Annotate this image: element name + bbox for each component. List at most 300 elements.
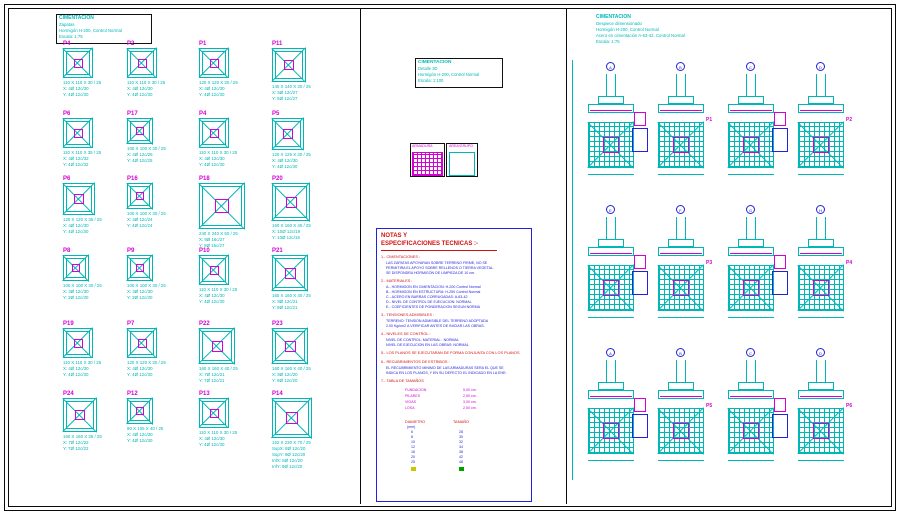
footing-y-text: Y: 3Ø 12c/30: [127, 295, 153, 300]
footing-block[interactable]: [63, 391, 102, 464]
plan-dimension-line: [728, 460, 774, 461]
footing-y-text: Y: 4Ø 12c/30: [127, 92, 153, 97]
plan-pedestal: [743, 280, 759, 296]
footing-x-text: X: 3Ø 12c/30: [127, 289, 153, 294]
footing-y-text: Y: 4Ø 12c/30: [199, 299, 225, 304]
notes-line: INDICA EN LOS PLANOS, Y EN SU DEFECTO EL INDICADO EN LA EHE:: [386, 371, 507, 375]
plan-dimension-line: [728, 174, 774, 175]
bottom-rebar-line: [730, 396, 772, 397]
left-legend-line-2: Escala: 1:75: [59, 34, 83, 39]
footing-tag: P13: [199, 391, 210, 397]
footing-y-text: Y: 4Ø 12c/30: [199, 442, 225, 447]
footing-size-text: 160 X 160 X 40 / 25: [272, 366, 311, 371]
footing-detail-unit[interactable]: [790, 348, 856, 483]
footing-inner-ring: [202, 121, 226, 145]
size-table-size: 28: [459, 430, 463, 434]
left-legend-line-0: Zapatas: [59, 22, 75, 27]
grid-mark-circle: D: [816, 62, 825, 71]
footing-x-text: X: 8Ø 12c/21: [272, 299, 298, 304]
rebar-section-symbol: [632, 128, 648, 152]
notes-line: B.- HORMIGON EN ESTRUCTURA: H-250 Control Normal: [386, 290, 481, 294]
footing-tag: P20: [272, 176, 283, 182]
detail-tag: P1: [706, 117, 713, 123]
notes-line: PERMITIRA EL APOYO SOBRE RELLENOS O TIERRA VEGETAL.: [386, 266, 494, 270]
footing-block[interactable]: [199, 111, 238, 180]
grid-mark-circle: C: [746, 348, 755, 357]
footing-block[interactable]: [63, 321, 102, 390]
footing-x-text: X: 7Ø 12c/22: [63, 440, 89, 445]
column-stem: [746, 360, 756, 382]
footing-inner-ring: [66, 121, 90, 145]
footing-block[interactable]: [127, 321, 166, 390]
footing-inner-ring: [66, 51, 90, 75]
notes-line: 2.00 Kg/cm2 A VERIFICAR ANTES DE INICIAR LAS OBRAS.: [386, 324, 485, 328]
footing-y-text: Y: 4Ø 12c/30: [63, 372, 89, 377]
footing-inner-ring: [275, 331, 305, 361]
notes-line: NIVEL DE EJECUCION EN LAS OBRAS: NORMAL: [386, 343, 469, 347]
plan-dimension-line: [588, 460, 634, 461]
stirrup-symbol: [774, 112, 786, 126]
footing-elevation: [658, 390, 704, 399]
footing-x-text: X: 4Ø 12c/25: [127, 152, 153, 157]
footing-size-text: 240 X 240 X 50 / 25: [199, 231, 238, 236]
rebar-section-symbol: [632, 414, 648, 438]
column-stem: [816, 217, 826, 239]
plan-pedestal: [603, 280, 619, 296]
bottom-rebar-line: [660, 253, 702, 254]
footing-inner-ring: [202, 186, 242, 226]
pedestal-elevation: [668, 382, 694, 390]
plan-pedestal: [603, 137, 619, 153]
stirrup-symbol: [634, 398, 646, 412]
pedestal-elevation: [598, 96, 624, 104]
stirrup-symbol: [634, 112, 646, 126]
footing-elevation: [658, 247, 704, 256]
pedestal-elevation: [738, 382, 764, 390]
footing-x-text: X: 10Ø 12c/19: [272, 229, 301, 234]
stirrup-symbol: [774, 255, 786, 269]
footing-tag: P9: [127, 248, 135, 254]
footing-inner-ring: [130, 51, 154, 75]
footing-x-text: X: 4Ø 12c/32: [63, 156, 89, 161]
bottom-rebar-line: [800, 253, 842, 254]
bottom-rebar-line: [800, 110, 842, 111]
column-stem: [676, 360, 686, 382]
footing-block[interactable]: [199, 41, 238, 110]
footing-y-text: Y: 4Ø 12c/32: [63, 162, 89, 167]
footing-elevation: [588, 247, 634, 256]
footing-block[interactable]: [127, 41, 166, 110]
footing-tag: P5: [272, 111, 280, 117]
footing-tag: P24: [63, 391, 74, 397]
footing-block[interactable]: [199, 391, 238, 460]
footing-tag: P4: [63, 41, 71, 47]
plan-dimension-line: [658, 174, 704, 175]
bottom-rebar-line: [800, 396, 842, 397]
column-stem: [676, 217, 686, 239]
detail-tag: P3: [706, 260, 713, 266]
size-table-size: 30: [459, 435, 463, 439]
footing-size-text: 100 X 100 X 30 / 25: [127, 211, 166, 216]
notes-section-heading: 1.- CIMENTACIONES :: [381, 255, 420, 259]
footing-x-text: X: 4Ø 12c/30: [127, 86, 153, 91]
plan-pedestal: [813, 423, 829, 439]
right-vertical-dimension: [572, 60, 573, 480]
footing-tag: P23: [272, 321, 283, 327]
footing-block[interactable]: [272, 321, 312, 396]
column-stem: [676, 74, 686, 96]
footing-block[interactable]: [63, 111, 102, 180]
pedestal-elevation: [598, 382, 624, 390]
footing-size-text: 110 X 110 X 30 / 25: [199, 287, 238, 292]
footing-elevation: [728, 104, 774, 113]
column-stem: [606, 217, 616, 239]
footing-size-text: 160 X 160 X 35 / 25: [63, 434, 102, 439]
footing-block[interactable]: [199, 248, 238, 317]
footing-tag: P22: [199, 321, 210, 327]
recub-key: VIGAS: [405, 400, 416, 404]
footing-size-text: 100 X 100 X 30 / 25: [63, 283, 102, 288]
pedestal-elevation: [738, 96, 764, 104]
notes-title-underline: [381, 250, 497, 251]
recub-value: 5,00 cm.: [463, 388, 477, 392]
right-legend-line-2: Acero en cimentación A-63-42, Control Normal: [596, 33, 685, 38]
footing-y-text: Y: 4Ø 12c/25: [127, 158, 153, 163]
footing-tag: P11: [272, 41, 283, 47]
notes-section-heading: 2.- MATERIALES :: [381, 279, 413, 283]
footing-elevation: [798, 390, 844, 399]
footing-inner-ring: [130, 186, 150, 206]
footing-detail-unit[interactable]: [790, 62, 856, 197]
size-table-diameter: 6: [411, 430, 413, 434]
size-table-diameter: 20: [411, 455, 415, 459]
footing-block[interactable]: [272, 111, 311, 182]
pedestal-elevation: [598, 239, 624, 247]
stirrup-symbol: [774, 398, 786, 412]
grid-mark-circle: D: [816, 348, 825, 357]
footing-size-text: 160 X 160 X 40 / 25: [199, 366, 238, 371]
footing-tag: P16: [127, 176, 138, 182]
column-stem: [816, 74, 826, 96]
footing-y-text: Y: 4Ø 12c/30: [272, 164, 298, 169]
footing-inner-ring: [202, 401, 226, 425]
footing-tag: P8: [63, 248, 71, 254]
footing-block[interactable]: [127, 176, 166, 241]
footing-inner-ring: [130, 258, 150, 278]
footing-y-text: Y: 8Ø 12c/21: [272, 305, 298, 310]
column-stem: [746, 217, 756, 239]
footing-detail-unit[interactable]: [790, 205, 856, 340]
footing-inner-ring: [275, 258, 305, 288]
footing-detail-unit[interactable]: [650, 62, 716, 197]
right-legend-line-1: Hormigón H-200, Control Normal: [596, 27, 659, 32]
notes-section-heading: 4.- NIVELES DE CONTROL :: [381, 332, 431, 336]
left-legend-line-1: Hormigón H-200, Control Normal: [59, 28, 122, 33]
size-table-size: 42: [459, 455, 463, 459]
rebar-section-symbol: [772, 414, 788, 438]
footing-x-text: X: 4Ø 12c/30: [127, 432, 153, 437]
column-stem: [746, 74, 756, 96]
footing-tag: P12: [127, 391, 138, 397]
notes-title-1: NOTAS Y: [381, 233, 408, 239]
pedestal-elevation: [738, 239, 764, 247]
stirrup-symbol: [634, 255, 646, 269]
footing-x-text: X: 4Ø 12c/30: [199, 86, 225, 91]
notes-line: A.- HORMIGON EN CIMENTACION: H-200 Control Normal: [386, 285, 481, 289]
footing-tag: P21: [272, 248, 283, 254]
plan-dimension-line: [798, 460, 844, 461]
armadura-label: ARMADURA: [412, 144, 433, 148]
legend-swatch-yellow: [411, 467, 416, 471]
footing-x-text: X: 8Ø 12c/20: [272, 372, 298, 377]
notes-line: NIVEL DE CONTROL: MATERIAL - NORMAL: [386, 338, 459, 342]
plan-dimension-line: [798, 317, 844, 318]
footing-size-text: 100 X 100 X 30 / 25: [127, 283, 166, 288]
footing-block[interactable]: [272, 41, 311, 114]
center-legend-line-2: Escala: 1:100: [418, 78, 444, 83]
pedestal-elevation: [808, 382, 834, 390]
footing-y-text: Y: 7Ø 12c/22: [63, 446, 89, 451]
plan-pedestal: [673, 137, 689, 153]
footing-tag: P4: [199, 111, 207, 117]
bottom-rebar-line: [730, 110, 772, 111]
footing-inner-ring: [275, 121, 301, 147]
grid-mark-circle: A: [606, 62, 615, 71]
bottom-rebar-line: [590, 110, 632, 111]
footing-y2-text: InfY: 9Ø 12c/20: [272, 464, 303, 469]
footing-block[interactable]: [63, 176, 102, 247]
right-legend-line-0: Despiece dimensionado: [596, 21, 642, 26]
footing-y-text: Y: 4Ø 12c/30: [127, 438, 153, 443]
footing-inner-ring: [130, 331, 154, 355]
footing-size-text: 110 X 110 X 30 / 25: [199, 150, 238, 155]
notes-line: D.- NIVEL DE CONTROL DE EJECUCION: NORMAL: [386, 300, 472, 304]
size-table-size: 34: [459, 445, 463, 449]
footing-tag: P6: [63, 176, 71, 182]
footing-x-text: X: 4Ø 12c/30: [127, 366, 153, 371]
plan-pedestal: [603, 423, 619, 439]
center-legend-line-0: Detalle 3D: [418, 66, 438, 71]
notes-line: C.- ACERO EN BARRAS CORRUGADAS: A-63-42: [386, 295, 468, 299]
footing-size-text: 110 X 110 X 30 / 25: [199, 430, 238, 435]
footing-size-text: 110 X 110 X 35 / 25: [63, 150, 102, 155]
technical-notes-panel: [376, 228, 532, 502]
center-legend-line-1: Hormigón H-200, Control Normal: [418, 72, 480, 77]
footing-tag: P7: [127, 321, 135, 327]
footing-inner-ring: [275, 51, 303, 79]
footing-elevation: [588, 104, 634, 113]
footing-inner-ring: [202, 258, 226, 282]
footing-y-text: Y: 3Ø 12c/30: [63, 295, 89, 300]
size-table-size: 32: [459, 440, 463, 444]
plan-pedestal: [743, 137, 759, 153]
pedestal-elevation: [808, 239, 834, 247]
footing-size-text: 100 X 100 X 30 / 25: [127, 146, 166, 151]
bottom-rebar-line: [590, 396, 632, 397]
footing-inner-ring: [202, 331, 232, 361]
footing-y-text: Y: 4Ø 12c/30: [63, 92, 89, 97]
size-table-header-1: TAMAÑO: [453, 420, 469, 424]
pedestal-elevation: [808, 96, 834, 104]
footing-inner-ring: [66, 186, 92, 212]
grid-mark-circle: B: [676, 62, 685, 71]
footing-y-text: SupY: 9Ø 12c/20: [272, 452, 306, 457]
size-table-size: 48: [459, 460, 463, 464]
footing-y-text: Y: 8Ø 12c/20: [272, 378, 298, 383]
footing-elevation: [658, 104, 704, 113]
right-legend-line-3: Escala: 1:75: [596, 39, 620, 44]
column-stem: [606, 74, 616, 96]
footing-x-text: X: 7Ø 12c/21: [199, 372, 225, 377]
footing-size-text: 120 X 120 X 35 / 25: [63, 217, 102, 222]
detail-tag: P2: [846, 117, 853, 123]
bottom-rebar-line: [590, 253, 632, 254]
footing-inner-ring: [202, 51, 226, 75]
footing-inner-ring: [66, 331, 90, 355]
grid-mark-circle: C: [746, 62, 755, 71]
footing-block[interactable]: [127, 248, 166, 313]
footing-inner-ring: [66, 401, 94, 429]
vertical-divider-left: [360, 9, 361, 504]
footing-inner-ring: [130, 121, 150, 141]
footing-size-text: 110 X 110 X 30 / 25: [63, 80, 102, 85]
footing-x-text: X: 4Ø 12c/30: [63, 86, 89, 91]
notes-line: TERRENO: TENSION ADMISIBLE DEL TERRENO ADOPTADA: [386, 319, 489, 323]
footing-block[interactable]: [272, 176, 314, 253]
footing-inner-ring: [275, 401, 309, 435]
footing-x-text: X: 4Ø 12c/30: [199, 436, 225, 441]
grid-mark-circle: F: [676, 205, 685, 214]
grid-mark-circle: G: [746, 205, 755, 214]
notes-section-heading: 5.- LOS PLANOS SE EJECUTARAN DE FORMA CONJUNTA CON LOS PLANOS: [381, 351, 520, 355]
bottom-rebar-line: [730, 253, 772, 254]
size-table-size: 38: [459, 450, 463, 454]
footing-y-text: Y: 5Ø 12c/27: [272, 96, 298, 101]
footing-tag: P10: [199, 248, 210, 254]
recub-key: PILARES: [405, 394, 421, 398]
footing-block[interactable]: [199, 321, 239, 396]
footing-block[interactable]: [63, 248, 102, 313]
footing-x2-text: InfX: 8Ø 12c/20: [272, 458, 303, 463]
footing-y-text: Y: 4Ø 12c/30: [199, 92, 225, 97]
footing-x-text: X: 4Ø 12c/30: [199, 293, 225, 298]
armadura-mesh: [412, 152, 443, 176]
plan-dimension-line: [658, 317, 704, 318]
footing-detail-unit[interactable]: [650, 348, 716, 483]
plan-dimension-line: [588, 317, 634, 318]
notes-section-heading: 6.- RECUBRIMIENTOS DE ESTRIBOS :: [381, 360, 450, 364]
size-table-diameter: 16: [411, 450, 415, 454]
footing-size-text: 120 X 120 X 30 / 25: [199, 80, 238, 85]
rebar-section-symbol: [632, 271, 648, 295]
detail-tag: P5: [706, 403, 713, 409]
footing-block[interactable]: [63, 41, 102, 110]
footing-size-text: 110 X 110 X 30 / 25: [127, 80, 166, 85]
area-grupo-label: AREA/GRUPO: [449, 144, 473, 148]
footing-x-text: SupX: 8Ø 12c/20: [272, 446, 306, 451]
center-legend-title: CIMENTACION: [418, 60, 452, 65]
footing-size-text: 160 X 160 X 45 / 25: [272, 223, 311, 228]
footing-inner-ring: [130, 401, 150, 421]
plan-pedestal: [813, 280, 829, 296]
pedestal-elevation: [668, 96, 694, 104]
detail-tag: P4: [846, 260, 853, 266]
grid-mark-circle: H: [816, 205, 825, 214]
footing-size-text: 152 X 230 X 70 / 25: [272, 440, 311, 445]
recub-key: LOSA: [405, 406, 415, 410]
plan-pedestal: [813, 137, 829, 153]
footing-elevation: [588, 390, 634, 399]
recub-value: 3,00 cm.: [463, 400, 477, 404]
footing-x-text: X: 4Ø 12c/30: [63, 366, 89, 371]
bottom-rebar-line: [660, 110, 702, 111]
footing-tag: P14: [272, 391, 283, 397]
plan-dimension-line: [798, 174, 844, 175]
footing-tag: P17: [127, 111, 138, 117]
grid-mark-circle: E: [606, 205, 615, 214]
size-table-unit: (mm): [407, 425, 416, 429]
notes-line: EL RECUBRIMIENTO MINIMO DE LAS ARMADURAS SERA EL QUE SE: [386, 366, 504, 370]
footing-tag: P2: [127, 41, 135, 47]
footing-block[interactable]: [272, 248, 312, 323]
rebar-section-symbol: [772, 128, 788, 152]
detail-tag: P6: [846, 403, 853, 409]
footing-tag: P1: [199, 41, 207, 47]
footing-inner-ring: [66, 258, 86, 278]
column-stem: [606, 360, 616, 382]
grid-mark-circle: A: [606, 348, 615, 357]
footing-elevation: [728, 390, 774, 399]
notes-line: E.- COEFICIENTES DE PONDERACION SEGUN NORMA: [386, 305, 481, 309]
footing-size-text: 160 X 160 X 40 / 25: [272, 293, 311, 298]
notes-section-heading: 3.- TENSIONES ADMISIBLES :: [381, 313, 435, 317]
footing-detail-unit[interactable]: [650, 205, 716, 340]
footing-inner-ring: [275, 186, 307, 218]
footing-x-text: X: 4Ø 12c/30: [272, 158, 298, 163]
footing-elevation: [728, 247, 774, 256]
plan-dimension-line: [658, 460, 704, 461]
footing-block[interactable]: [127, 391, 164, 456]
footing-tag: P19: [63, 321, 74, 327]
area-grupo-inner: [449, 152, 475, 176]
footing-size-text: 120 X 125 X 30 / 25: [272, 152, 311, 157]
notes-line: SE DISPONDRA HORMIGON DE LIMPIEZA DE 10 cm.: [386, 271, 476, 275]
size-table-header-0: DIAMETRO: [405, 420, 426, 424]
footing-elevation: [798, 247, 844, 256]
footing-y-text: Y: 10Ø 12c/19: [272, 235, 300, 240]
footing-y-text: Y: 4Ø 12c/24: [127, 223, 153, 228]
column-stem: [816, 360, 826, 382]
bottom-rebar-line: [660, 396, 702, 397]
footing-y-text: Y: 7Ø 12c/21: [199, 378, 225, 383]
footing-x-text: X: 4Ø 12c/24: [127, 217, 153, 222]
footing-x-text: X: 5Ø 12c/27: [272, 90, 298, 95]
notes-line: LAS ZAPATAS APOYARAN SOBRE TERRENO FIRME, NO SE: [386, 261, 488, 265]
notes-title-2: ESPECIFICACIONES TECNICAS :-: [381, 241, 479, 247]
footing-size-text: 80 X 105 X 40 / 25: [127, 426, 164, 431]
size-table-diameter: 10: [411, 440, 415, 444]
rebar-section-symbol: [772, 271, 788, 295]
footing-tag: P18: [199, 176, 210, 182]
footing-block[interactable]: [272, 391, 316, 470]
footing-y-text: Y: 9Ø 16c/27: [199, 243, 225, 248]
footing-size-text: 110 X 110 X 30 / 25: [63, 360, 102, 365]
footing-block[interactable]: [127, 111, 166, 176]
size-table-diameter: 8: [411, 435, 413, 439]
recub-value: 2,50 cm.: [463, 394, 477, 398]
footing-size-text: 120 X 120 X 30 / 25: [127, 360, 166, 365]
grid-mark-circle: B: [676, 348, 685, 357]
